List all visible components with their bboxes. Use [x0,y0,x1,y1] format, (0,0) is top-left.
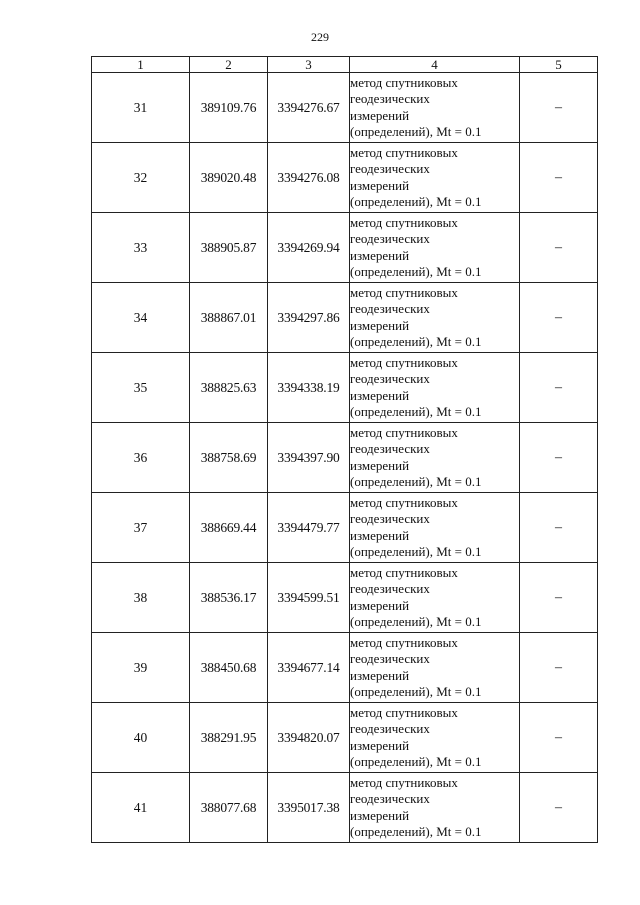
method-line: метод спутниковых [350,424,458,440]
method-line: (определений), Mt = 0.1 [350,754,482,769]
method-line: геодезических [350,371,430,386]
table-row [92,213,598,283]
coordinate-y: 3394276.08 [268,143,350,213]
method-line: геодезических [350,581,430,596]
method-line: метод спутниковых [350,74,458,90]
method-line: геодезических [350,301,430,316]
method-line: измерений [350,387,410,403]
note-cell: – [520,563,598,633]
coordinate-x: 388450.68 [190,633,268,703]
method-line: геодезических [350,161,430,176]
header-col-1: 1 [92,57,190,73]
note-cell: – [520,73,598,143]
method-line: (определений), Mt = 0.1 [350,264,482,279]
table-body [92,73,598,843]
method-line: метод спутниковых [350,774,458,790]
coordinate-y: 3394479.77 [268,493,350,563]
coordinate-x: 388536.17 [190,563,268,633]
method-line: (определений), Mt = 0.1 [350,404,482,419]
coordinates-table [91,56,598,843]
header-col-2: 2 [190,57,268,73]
coordinate-y: 3395017.38 [268,773,350,843]
table-row [92,563,598,633]
coordinate-y: 3394338.19 [268,353,350,423]
method-line: (определений), Mt = 0.1 [350,614,482,629]
point-number: 38 [92,563,190,633]
coordinate-y: 3394397.90 [268,423,350,493]
method-cell [350,213,520,283]
point-number: 31 [92,73,190,143]
method-cell [350,493,520,563]
method-cell [350,283,520,353]
coordinate-y: 3394297.86 [268,283,350,353]
method-line: метод спутниковых [350,704,458,720]
point-number: 32 [92,143,190,213]
table-row [92,773,598,843]
coordinate-x: 388291.95 [190,703,268,773]
table-row [92,143,598,213]
table-row [92,353,598,423]
coordinate-x: 388825.63 [190,353,268,423]
method-line: измерений [350,807,410,823]
method-line: измерений [350,177,410,193]
point-number: 40 [92,703,190,773]
method-cell [350,563,520,633]
method-line: измерений [350,597,410,613]
method-line: измерений [350,527,410,543]
method-line: геодезических [350,721,430,736]
method-line: метод спутниковых [350,214,458,230]
note-cell: – [520,773,598,843]
coordinate-x: 389020.48 [190,143,268,213]
method-line: метод спутниковых [350,634,458,650]
table-header-row [92,57,598,73]
method-line: измерений [350,247,410,263]
note-cell: – [520,633,598,703]
note-cell: – [520,493,598,563]
page-number: 229 [311,30,329,44]
method-line: измерений [350,457,410,473]
note-cell: – [520,703,598,773]
table-row [92,283,598,353]
method-cell [350,633,520,703]
method-line: метод спутниковых [350,144,458,160]
coordinate-y: 3394276.67 [268,73,350,143]
point-number: 39 [92,633,190,703]
method-line: (определений), Mt = 0.1 [350,124,482,139]
point-number: 33 [92,213,190,283]
header-col-3: 3 [268,57,350,73]
method-line: (определений), Mt = 0.1 [350,334,482,349]
point-number: 34 [92,283,190,353]
coordinate-x: 388077.68 [190,773,268,843]
coordinate-x: 388758.69 [190,423,268,493]
method-line: метод спутниковых [350,564,458,580]
point-number: 36 [92,423,190,493]
coordinate-x: 388905.87 [190,213,268,283]
method-line: (определений), Mt = 0.1 [350,824,482,839]
method-line: (определений), Mt = 0.1 [350,474,482,489]
note-cell: – [520,213,598,283]
note-cell: – [520,423,598,493]
table-row [92,73,598,143]
method-line: геодезических [350,91,430,106]
method-line: измерений [350,317,410,333]
table-row [92,703,598,773]
point-number: 41 [92,773,190,843]
note-cell: – [520,353,598,423]
coordinate-y: 3394677.14 [268,633,350,703]
method-line: метод спутниковых [350,354,458,370]
method-line: (определений), Mt = 0.1 [350,194,482,209]
method-line: геодезических [350,651,430,666]
method-line: измерений [350,737,410,753]
header-col-5: 5 [520,57,598,73]
method-line: метод спутниковых [350,284,458,300]
method-line: измерений [350,667,410,683]
method-line: геодезических [350,511,430,526]
note-cell: – [520,143,598,213]
method-line: геодезических [350,441,430,456]
method-line: (определений), Mt = 0.1 [350,684,482,699]
method-cell [350,423,520,493]
table-row [92,423,598,493]
coordinate-x: 388669.44 [190,493,268,563]
table-row [92,633,598,703]
note-cell: – [520,283,598,353]
header-col-4: 4 [350,57,520,73]
method-cell [350,143,520,213]
method-cell [350,773,520,843]
coordinate-y: 3394269.94 [268,213,350,283]
method-line: (определений), Mt = 0.1 [350,544,482,559]
method-line: измерений [350,107,410,123]
table-row [92,493,598,563]
coordinate-y: 3394599.51 [268,563,350,633]
coordinate-x: 389109.76 [190,73,268,143]
point-number: 37 [92,493,190,563]
method-line: геодезических [350,231,430,246]
method-cell [350,73,520,143]
method-line: геодезических [350,791,430,806]
method-line: метод спутниковых [350,494,458,510]
method-cell [350,703,520,773]
coordinate-x: 388867.01 [190,283,268,353]
method-cell [350,353,520,423]
point-number: 35 [92,353,190,423]
coordinate-y: 3394820.07 [268,703,350,773]
